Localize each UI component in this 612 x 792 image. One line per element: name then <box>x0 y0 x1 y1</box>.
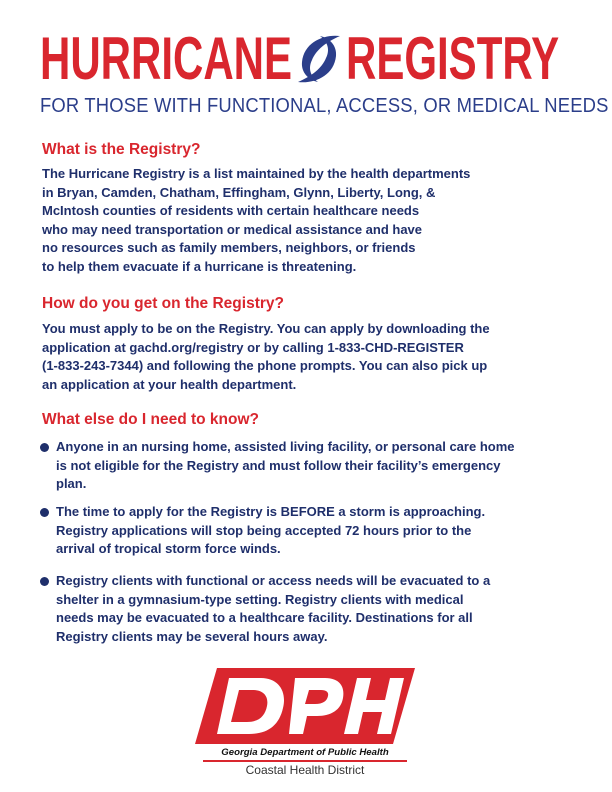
paragraph-line: who may need transportation or medical assistance and have <box>42 221 423 237</box>
logo-org-name: Georgia Department of Public Health <box>221 747 389 758</box>
paragraph-line: application at gachd.org/registry or by calling 1-833-CHD-REGISTER <box>42 339 464 355</box>
bullet-line: plan. <box>56 476 87 492</box>
paragraph-line: to help them evacuate if a hurricane is threatening. <box>42 258 357 274</box>
paragraph-line: in Bryan, Camden, Chatham, Effingham, Glynn, Liberty, Long, & <box>42 184 436 200</box>
paragraph-line: no resources such as family members, neighbors, or friends <box>42 240 416 256</box>
paragraph-line: The Hurricane Registry is a list maintained by the health departments <box>42 166 471 181</box>
bullet-icon <box>40 577 49 586</box>
paragraph-line: an application at your health department. <box>42 376 297 392</box>
heading-how-to: How do you get on the Registry? <box>42 295 284 312</box>
paragraph-how-to <box>42 320 582 394</box>
bullet-line: is not eligible for the Registry and must follow their facility’s emergency <box>56 457 501 473</box>
bullet-line: The time to apply for the Registry is BEFORE a storm is approaching. <box>56 504 486 519</box>
logo-district-name: Coastal Health District <box>245 763 365 777</box>
dph-logo-mark-icon <box>195 668 415 744</box>
hurricane-symbol-icon <box>294 32 344 86</box>
title-hurricane: HURRICANE <box>40 25 292 92</box>
paragraph-line: McIntosh counties of residents with certain healthcare needs <box>42 203 420 219</box>
bullet-text <box>56 572 586 646</box>
bullet-line: arrival of tropical storm force winds. <box>56 541 281 557</box>
paragraph-line: (1-833-243-7344) and following the phone prompts. You can also pick up <box>42 358 488 374</box>
bullet-line: Registry clients may be several hours away. <box>56 628 328 644</box>
bullet-line: Anyone in an nursing home, assisted living facility, or personal care home <box>56 439 515 454</box>
bullet-line: Registry clients with functional or access needs will be evacuated to a <box>56 573 491 588</box>
dph-logo <box>195 668 415 780</box>
bullet-text <box>56 503 586 559</box>
bullet-line: shelter in a gymnasium-type setting. Registry clients with medical <box>56 591 464 607</box>
bullet-icon <box>40 508 49 517</box>
title <box>40 26 580 92</box>
paragraph-line: You must apply to be on the Registry. You can apply by downloading the <box>42 321 490 336</box>
bullet-line: needs may be evacuated to a healthcare facility. Destinations for all <box>56 610 473 626</box>
bullet-text <box>56 438 586 494</box>
subtitle: FOR THOSE WITH FUNCTIONAL, ACCESS, OR MEDICAL NEEDS <box>40 95 609 117</box>
logo-divider <box>203 760 407 762</box>
bullet-line: Registry applications will stop being accepted 72 hours prior to the <box>56 522 472 538</box>
heading-what-else: What else do I need to know? <box>42 411 260 428</box>
paragraph-what-is <box>42 165 582 277</box>
title-registry: REGISTRY <box>346 25 560 92</box>
heading-what-is: What is the Registry? <box>42 141 201 158</box>
bullet-icon <box>40 443 49 452</box>
